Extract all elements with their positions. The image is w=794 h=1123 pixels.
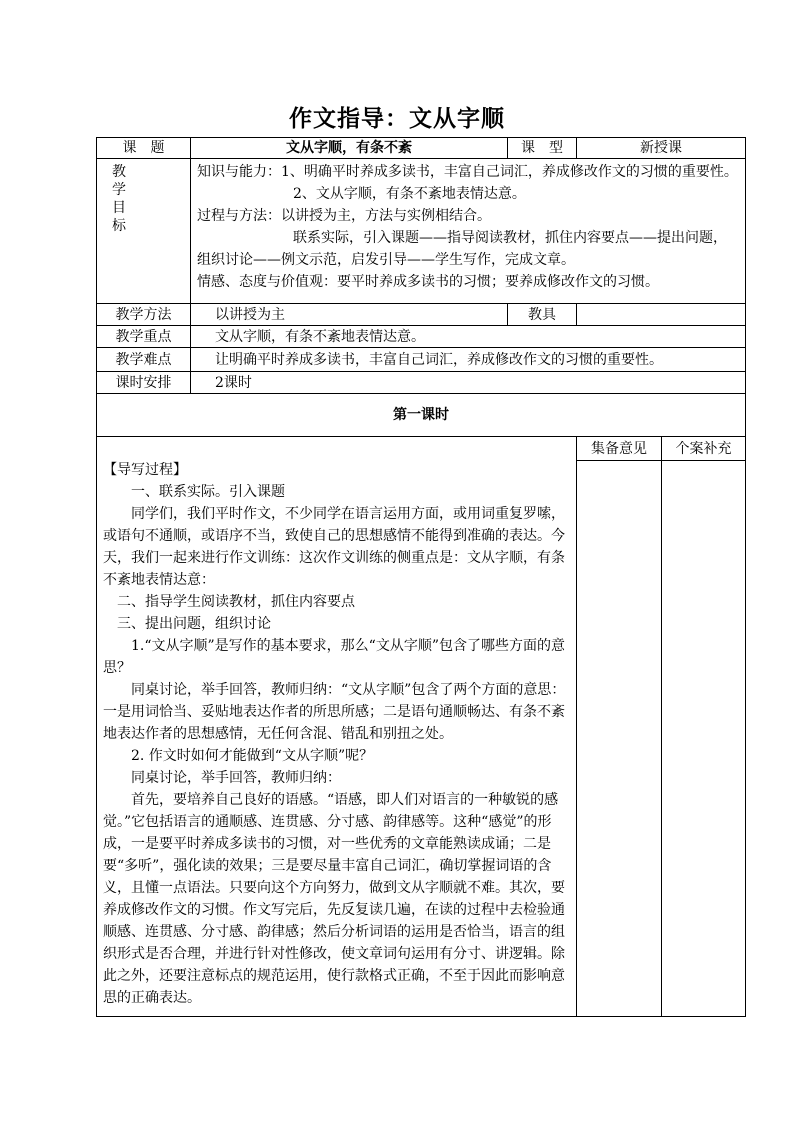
difficulty-value: 让明确平时养成多读书，丰富自己词汇，养成修改作文的习惯的重要性。 — [191, 348, 746, 372]
objective-knowledge-2: 2、文从字顺，有条不紊地表情达意。 — [293, 186, 526, 202]
difficulty-label: 教学难点 — [97, 348, 191, 372]
objectives-label-char: 目 — [112, 200, 126, 216]
process-paragraph: 2. 作文时如何才能做到“文从字顺”呢？ — [131, 748, 374, 764]
process-paragraph: 二、指导学生阅读教材，抓住内容要点 — [117, 594, 355, 610]
personal-notes-cell — [662, 461, 746, 1017]
objective-process-steps: 联系实际，引入课题——指导阅读教材，抓住内容要点——提出问题，组织讨论——例文示范，启发引导——学生写作，完成文章。 — [197, 230, 727, 268]
key-row — [97, 326, 746, 348]
side-header-row — [97, 437, 746, 461]
document-title: 作文指导：文从字顺 — [289, 105, 505, 132]
topic-label: 课 题 — [97, 138, 191, 159]
topic-value: 文从字顺，有条不紊 — [191, 138, 508, 159]
tools-value — [577, 304, 746, 326]
type-value: 新授课 — [577, 138, 746, 159]
schedule-value: 2课时 — [191, 372, 746, 394]
method-row — [97, 304, 746, 326]
process-paragraph: 首先，要培养自己良好的语感。“语感，即人们对语言的一种敏锐的感觉。”它包括语言的通顺感、连贯感、分寸感、韵律感等。这种“感觉”的形成，一是要平时养成多读书的习惯，对一些优秀的文章能熟读成诵；二是要“多听”，强化读的效果；三是要尽量丰富自己词汇，确切掌握词语的含义，且懂一点语法。只要向这个方向努力，做到文从字顺就不难。其次，要养成修改作文的习惯。作文写完后，先反复读几遍，在读的过程中去检验通顺感、连贯感、分寸感、韵律感；然后分析词语的运用是否恰当，语言的组织形式是否合理，并进行针对性修改，使文章词句运用有分寸、讲逻辑。除此之外，还要注意标点的规范运用，使行款格式正确，不至于因此而影响意思的正确表达。 — [103, 792, 565, 1006]
process-heading: 【导写过程】 — [103, 462, 187, 478]
lesson-heading: 第一课时 — [97, 394, 746, 437]
tools-label: 教具 — [508, 304, 577, 326]
process-paragraph: 三、提出问题，组织讨论 — [117, 616, 271, 632]
method-label: 教学方法 — [97, 304, 191, 326]
key-label: 教学重点 — [97, 326, 191, 348]
method-value: 以讲授为主 — [191, 304, 508, 326]
teaching-process — [97, 437, 577, 1017]
key-value: 文从字顺，有条不紊地表情达意。 — [191, 326, 746, 348]
schedule-label: 课时安排 — [97, 372, 191, 394]
lesson-heading-row — [97, 394, 746, 437]
collective-header: 集备意见 — [577, 437, 662, 461]
objective-knowledge: 知识与能力：1、明确平时养成多读书，丰富自己词汇，养成修改作文的习惯的重要性。 — [197, 164, 738, 180]
objectives-content — [191, 159, 746, 304]
process-paragraph: 同学们，我们平时作文，不少同学在语言运用方面，或用词重复罗嗦，或语句不通顺，或语序不当，致使自己的思想感情不能得到准确的表达。今天，我们一起来进行作文训练：这次作文训练的侧重点是：文从字顺，有条不紊地表情达意： — [103, 506, 565, 588]
objectives-row — [97, 159, 746, 304]
difficulty-row — [97, 348, 746, 372]
process-paragraph: 一、联系实际。引入课题 — [131, 484, 285, 500]
schedule-row — [97, 372, 746, 394]
process-paragraph: 1.“文从字顺”是写作的基本要求，那么“文从字顺”包含了哪些方面的意思？ — [103, 638, 565, 676]
objectives-label — [97, 159, 191, 304]
process-paragraph: 同桌讨论，举手回答，教师归纳：“文从字顺”包含了两个方面的意思：一是用词恰当、妥贴地表达作者的所思所感；二是语句通顺畅达、有条不紊地表达作者的思想感情，无任何含混、错乱和别扭之处。 — [103, 682, 566, 742]
topic-row — [97, 138, 746, 159]
objectives-label-char: 教 — [112, 164, 126, 180]
process-paragraph: 同桌讨论，举手回答，教师归纳： — [131, 770, 341, 786]
collective-notes-cell — [577, 461, 662, 1017]
lesson-plan-table — [96, 137, 746, 1017]
objectives-label-char: 标 — [112, 218, 126, 234]
objectives-label-char: 学 — [112, 182, 126, 198]
objective-attitude: 情感、态度与价值观：要平时养成多读书的习惯；要养成修改作文的习惯。 — [197, 274, 659, 290]
type-label: 课 型 — [508, 138, 577, 159]
objective-process: 过程与方法：以讲授为主，方法与实例相结合。 — [197, 208, 491, 224]
personal-header: 个案补充 — [662, 437, 746, 461]
